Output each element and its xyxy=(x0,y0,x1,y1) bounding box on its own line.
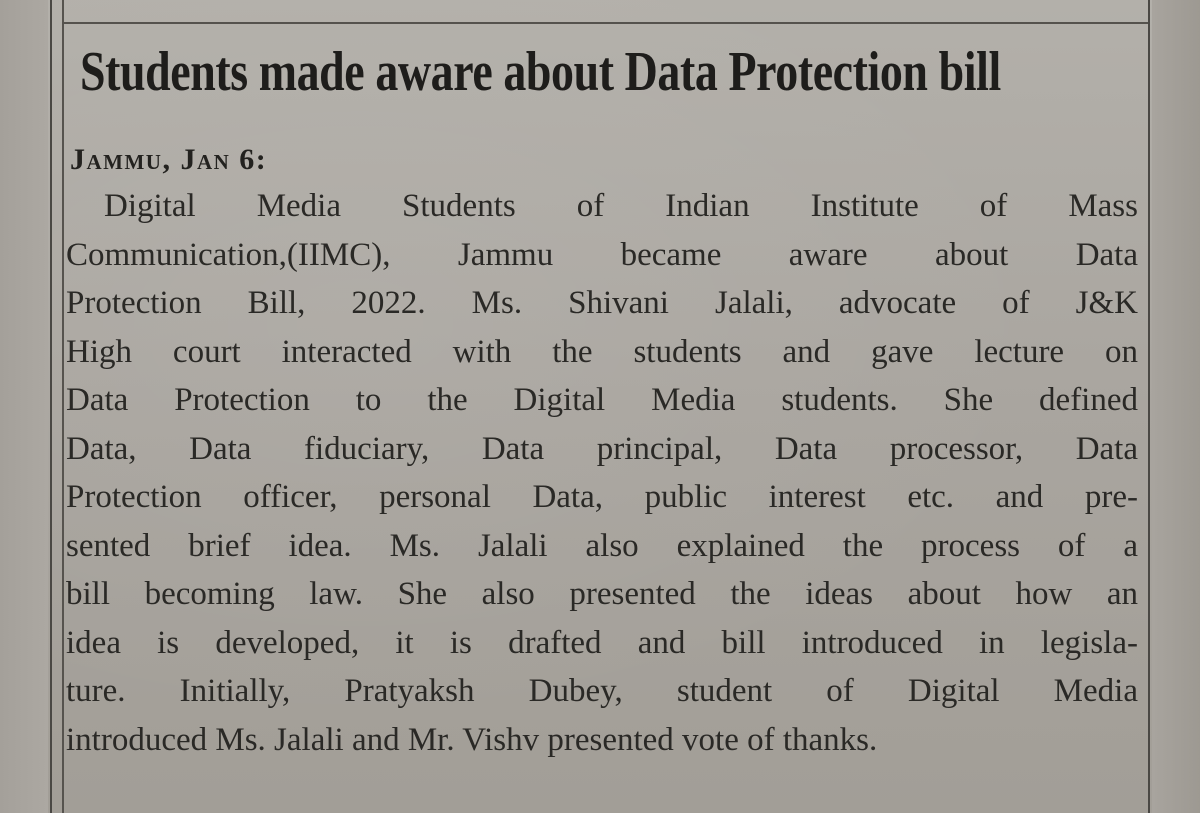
column-rule-left-outer xyxy=(50,0,52,813)
body-line: Protection officer, personal Data, public interest etc. and pre- xyxy=(66,479,1138,515)
body-line: bill becoming law. She also presented the ideas about how an xyxy=(66,576,1138,612)
body-line: Digital Media Students of Indian Institute of Mass xyxy=(104,188,1138,224)
headline: Students made aware about Data Protection bill xyxy=(80,41,1001,103)
left-margin xyxy=(0,0,48,813)
dateline: Jammu, Jan 6: xyxy=(70,143,268,176)
body-line: High court interacted with the students and gave lecture on xyxy=(66,333,1138,370)
article xyxy=(66,30,1142,813)
body-line: Communication,(IIMC), Jammu became aware about Data xyxy=(66,236,1138,273)
column-rule-left-inner xyxy=(62,0,64,813)
body-line: introduced Ms. Jalali and Mr. Vishv presented vote of thanks. xyxy=(66,721,878,758)
column-rule-right xyxy=(1148,0,1150,813)
article-body xyxy=(66,182,1138,764)
body-line: sented brief idea. Ms. Jalali also explained the process of a xyxy=(66,527,1138,564)
body-line: idea is developed, it is drafted and bill introduced in legisla- xyxy=(66,624,1138,661)
body-line: ture. Initially, Pratyaksh Dubey, student of Digital Media xyxy=(66,673,1138,709)
top-rule xyxy=(62,22,1150,24)
body-line: Protection Bill, 2022. Ms. Shivani Jalali, advocate of J&K xyxy=(66,285,1138,321)
right-margin xyxy=(1152,0,1200,813)
body-line: Data Protection to the Digital Media students. She defined xyxy=(66,382,1138,418)
body-line: Data, Data fiduciary, Data principal, Data processor, Data xyxy=(66,430,1138,467)
